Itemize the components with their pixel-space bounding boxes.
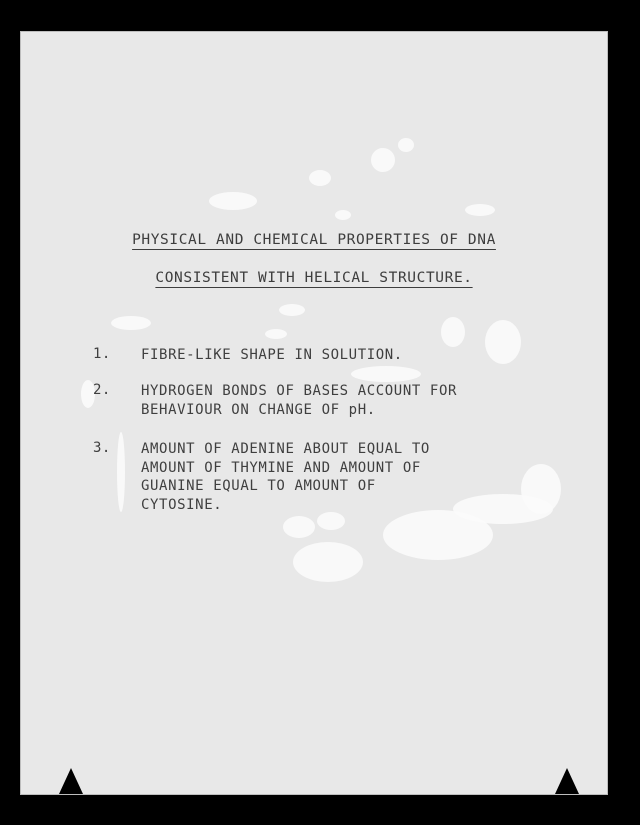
light-blotch	[371, 148, 395, 172]
light-blotch	[283, 516, 315, 538]
light-blotch	[351, 366, 421, 382]
light-blotch	[309, 170, 331, 186]
list-item-number: 2.	[93, 382, 111, 398]
list-item-text: HYDROGEN BONDS OF BASES ACCOUNT FOR BEHAVIOUR ON CHANGE OF pH.	[141, 383, 458, 418]
heading-line-1: PHYSICAL AND CHEMICAL PROPERTIES OF DNA	[132, 232, 496, 248]
light-blotch	[111, 316, 151, 330]
light-blotch	[293, 542, 363, 582]
list-item-text: AMOUNT OF ADENINE ABOUT EQUAL TO AMOUNT OF THYMINE AND AMOUNT OF GUANINE EQUAL TO AMOUNT OF CYTOSINE.	[141, 441, 430, 513]
list-item-text: FIBRE-LIKE SHAPE IN SOLUTION.	[141, 347, 403, 363]
slide-page	[20, 31, 608, 795]
list-item-number: 1.	[93, 346, 111, 362]
light-blotch	[398, 138, 414, 152]
plate-holder-clip-left	[59, 768, 83, 794]
light-blotch	[117, 432, 125, 512]
light-blotch	[279, 304, 305, 316]
light-blotch	[317, 512, 345, 530]
light-blotch	[209, 192, 257, 210]
light-blotch	[335, 210, 351, 220]
light-blotch	[265, 329, 287, 339]
light-blotch	[465, 204, 495, 216]
list-item-number: 3.	[93, 440, 111, 456]
heading-line-2: CONSISTENT WITH HELICAL STRUCTURE.	[155, 270, 473, 286]
light-blotch	[441, 317, 465, 347]
plate-holder-clip-right	[555, 768, 579, 794]
